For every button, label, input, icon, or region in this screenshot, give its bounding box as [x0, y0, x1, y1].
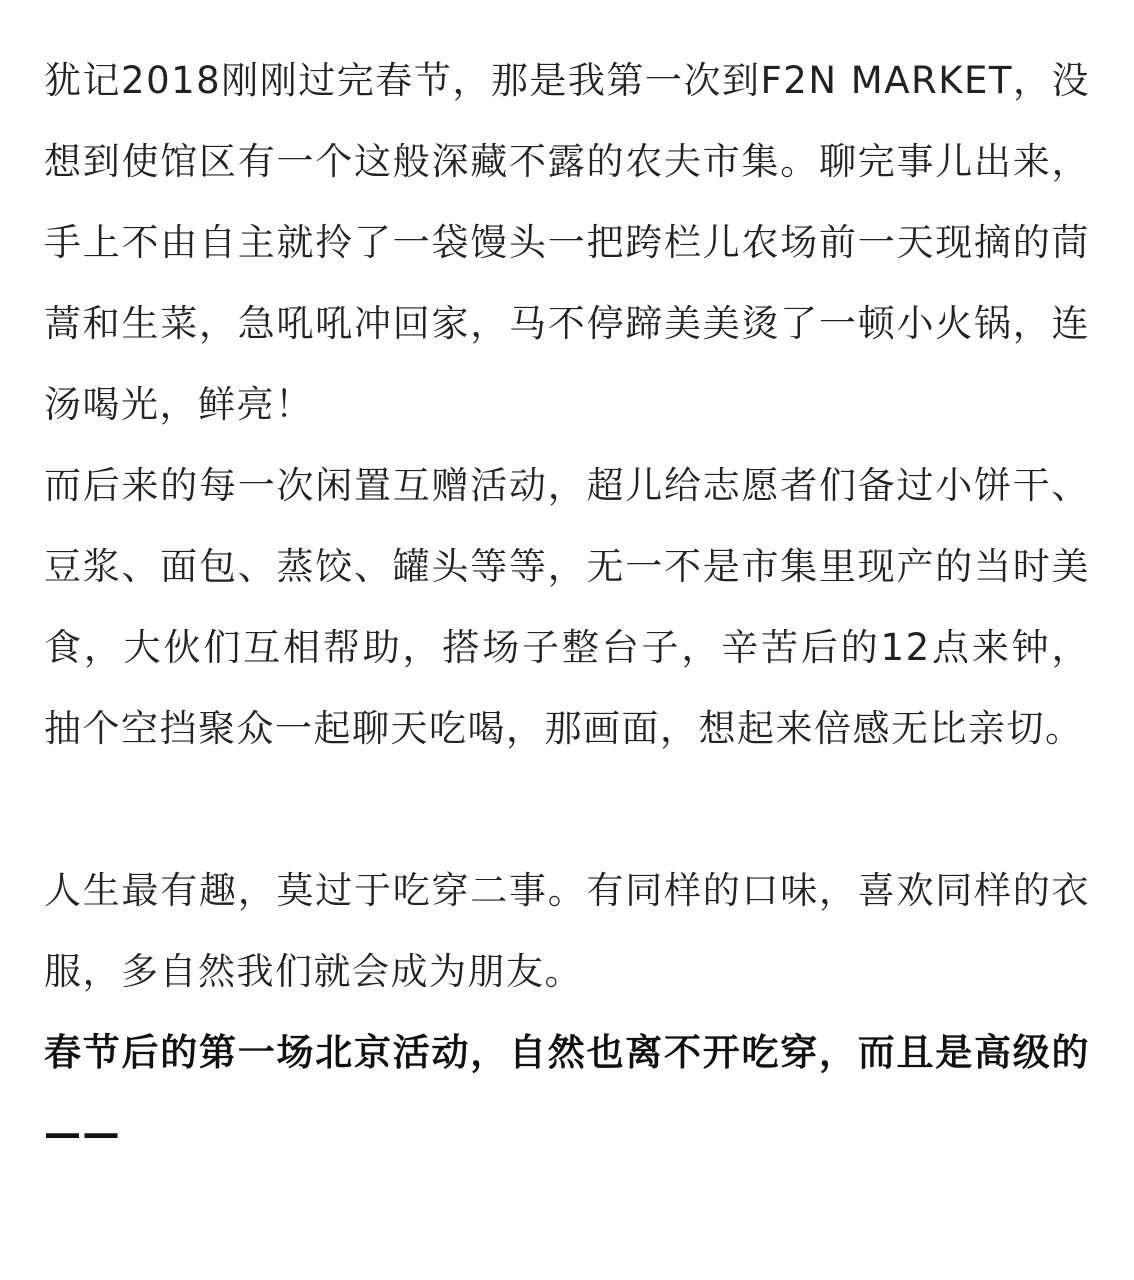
paragraph-food-clothes: 人生最有趣，莫过于吃穿二事。有同样的口味，喜欢同样的衣服，多自然我们就会成为朋友。 — [44, 869, 1090, 993]
paragraph-market-memory: 犹记2018刚刚过完春节，那是我第一次到F2N MARKET，没想到使馆区有一个这般深藏不露的农夫市集。聊完事儿出来，手上不由自主就拎了一袋馒头一把跨栏儿农场前一天现摘的茼蒿和生菜，急吼吼冲回家，马不停蹄美美烫了一顿小火锅，连汤喝光，鲜亮！ — [44, 59, 1090, 426]
paragraph-volunteer-food: 而后来的每一次闲置互赠活动，超儿给志愿者们备过小饼干、豆浆、面包、蒸饺、罐头等等，无一不是市集里现产的当时美食，大伙们互相帮助，搭场子整台子，辛苦后的12点来钟，抽个空挡聚众一起聊天吃喝，那画面，想起来倍感无比亲切。 — [44, 464, 1090, 750]
article-body — [44, 40, 1090, 1174]
paragraph-spacer — [44, 769, 1090, 850]
paragraph-event-intro: 春节后的第一场北京活动，自然也离不开吃穿，而且是高级的—— — [44, 1031, 1090, 1155]
